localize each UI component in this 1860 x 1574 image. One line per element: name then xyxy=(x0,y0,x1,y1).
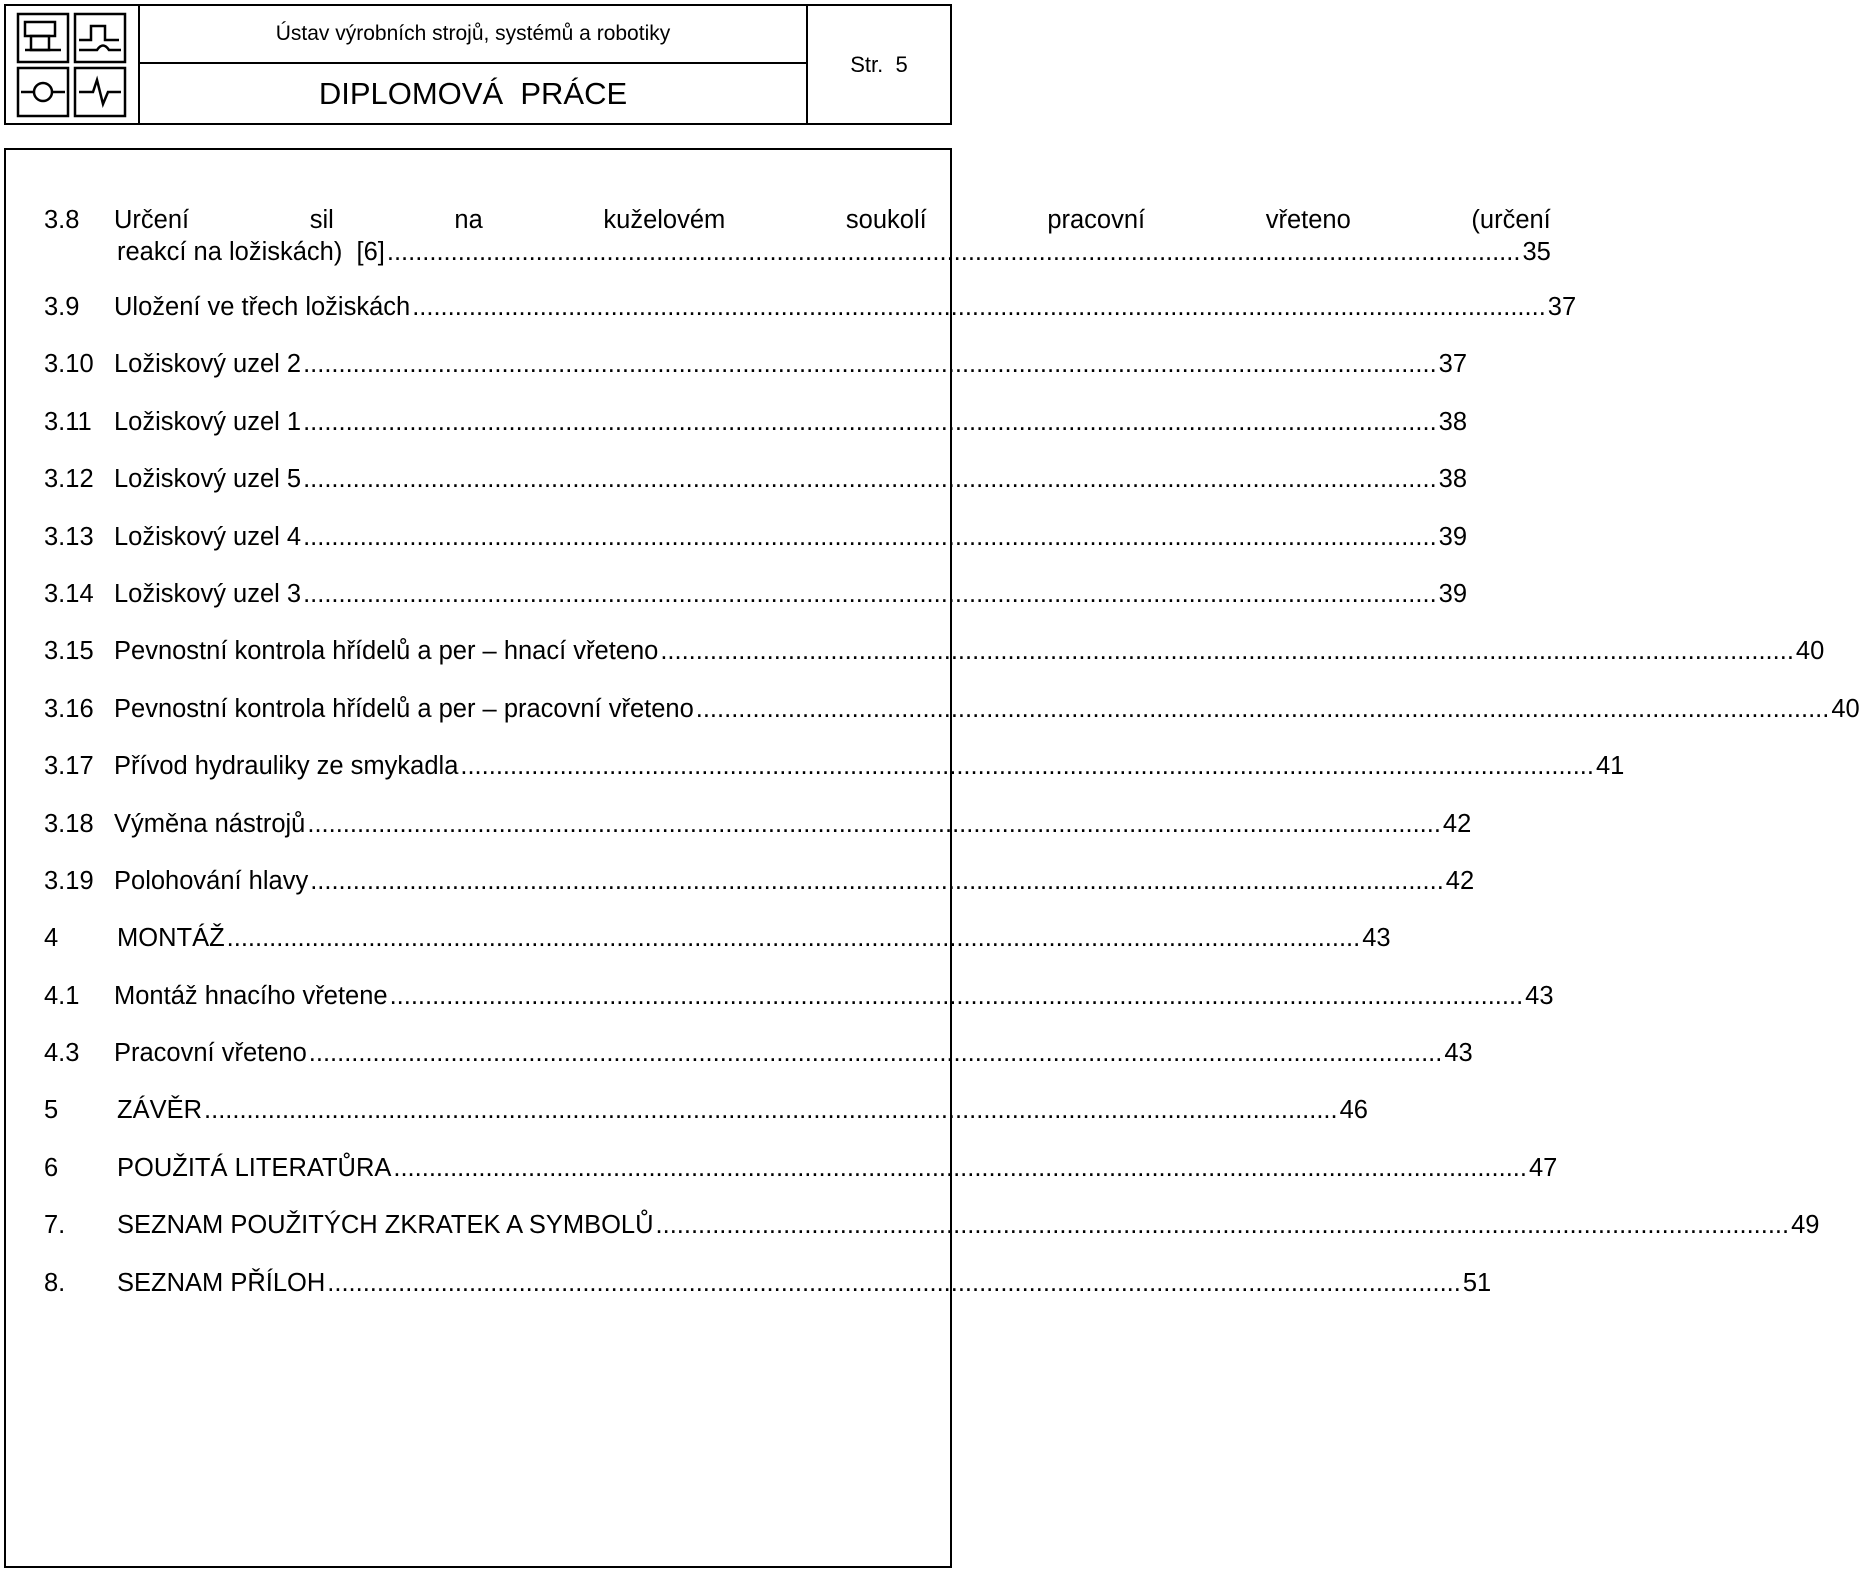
toc-entry-title-line1 xyxy=(114,205,1551,235)
toc-entry-title: Pracovní vřeteno xyxy=(114,1039,307,1068)
toc-entry-page: 51 xyxy=(1462,1268,1492,1297)
toc-entry-number: 6 xyxy=(44,1153,59,1182)
toc-leader-dots xyxy=(303,407,1437,437)
toc-entry[interactable] xyxy=(44,809,1472,866)
table-of-contents xyxy=(44,205,1860,1325)
toc-word: sil xyxy=(309,206,334,234)
toc-entry-page: 42 xyxy=(1445,866,1475,895)
toc-leader-dots xyxy=(303,579,1437,609)
toc-entry-title: ZÁVĚR xyxy=(117,1096,203,1125)
toc-entry-title: Ložiskový uzel 5 xyxy=(114,465,302,494)
toc-entry-number: 3.9 xyxy=(44,293,80,321)
toc-entry-number: 3.18 xyxy=(44,809,94,838)
toc-entry-number: 4 xyxy=(44,924,59,953)
toc-entry-page: 40 xyxy=(1831,694,1860,723)
toc-entry-page: 39 xyxy=(1438,522,1468,551)
page-number: Str. 5 xyxy=(850,51,908,77)
toc-leader-dots xyxy=(327,1268,1461,1298)
page-header xyxy=(4,4,952,125)
toc-entry-title: SEZNAM POUŽITÝCH ZKRATEK A SYMBOLŮ xyxy=(117,1211,654,1240)
toc-word: (určení xyxy=(1471,206,1551,234)
toc-entry-number: 5 xyxy=(44,1096,59,1125)
toc-entry-number: 3.16 xyxy=(44,694,94,723)
toc-entry-page: 37 xyxy=(1547,293,1577,321)
toc-leader-dots xyxy=(204,1095,1338,1125)
toc-word: vřeteno xyxy=(1265,206,1351,234)
toc-entry-title: Ložiskový uzel 4 xyxy=(114,522,302,551)
toc-leader-dots xyxy=(303,522,1437,552)
toc-leader-dots xyxy=(660,636,1794,666)
toc-entry[interactable] xyxy=(44,636,1825,693)
header-title-cell xyxy=(140,6,808,123)
toc-entry-page: 39 xyxy=(1438,579,1468,608)
toc-entry-title: Pevnostní kontrola hřídelů a per – hnací vřeteno xyxy=(114,637,659,666)
toc-leader-dots xyxy=(412,292,1546,322)
toc-entry-page: 47 xyxy=(1528,1153,1558,1182)
toc-leader-dots xyxy=(309,1038,1443,1068)
toc-entry[interactable] xyxy=(44,923,1391,980)
toc-entry-number: 3.10 xyxy=(44,350,94,379)
toc-entry-number: 7. xyxy=(44,1211,66,1240)
toc-entry[interactable] xyxy=(44,1268,1492,1325)
toc-entry-title: Výměna nástrojů xyxy=(114,809,306,838)
toc-entry-page: 49 xyxy=(1791,1211,1820,1240)
toc-entry-title: Ložiskový uzel 3 xyxy=(114,579,302,608)
toc-word: na xyxy=(454,206,483,234)
toc-entry-title: Uložení ve třech ložiskách xyxy=(114,293,411,321)
toc-entry-page: 42 xyxy=(1442,809,1472,838)
thesis-type: DIPLOMOVÁ PRÁCE xyxy=(318,75,628,111)
toc-leader-dots xyxy=(656,1210,1790,1240)
toc-entry-title: Ložiskový uzel 2 xyxy=(114,350,302,379)
toc-word: pracovní xyxy=(1047,206,1146,234)
toc-leader-dots xyxy=(393,1153,1527,1183)
toc-leader-dots xyxy=(390,981,1524,1011)
toc-word: soukolí xyxy=(845,206,927,234)
toc-entry[interactable] xyxy=(44,866,1475,923)
toc-entry-number: 4.3 xyxy=(44,1039,80,1068)
toc-entry-title-line2: reakcí na ložiskách) [6] xyxy=(117,238,385,266)
toc-entry-page: 37 xyxy=(1438,350,1468,379)
toc-leader-dots xyxy=(303,464,1437,494)
logo-icon xyxy=(13,10,131,120)
toc-entry-title: Pevnostní kontrola hřídelů a per – pracovní vřeteno xyxy=(114,694,694,723)
toc-entry[interactable] xyxy=(44,1038,1473,1095)
toc-entry[interactable] xyxy=(44,579,1468,636)
toc-entry-title: POUŽITÁ LITERATŮRA xyxy=(117,1153,392,1182)
toc-entry-number: 3.13 xyxy=(44,522,94,551)
toc-entry[interactable] xyxy=(44,1153,1558,1210)
toc-entry[interactable] xyxy=(44,1095,1368,1152)
toc-entry-page: 40 xyxy=(1795,637,1825,666)
toc-entry-page: 38 xyxy=(1438,465,1468,494)
toc-entry-title: MONTÁŽ xyxy=(117,924,225,953)
toc-entry-page: 46 xyxy=(1339,1096,1368,1125)
toc-entry[interactable] xyxy=(44,1210,1820,1267)
toc-entry-number: 3.19 xyxy=(44,866,94,895)
toc-leader-dots xyxy=(696,694,1830,724)
toc-entry-page: 41 xyxy=(1595,752,1625,781)
institute-name: Ústav výrobních strojů, systémů a robotiky xyxy=(140,6,806,64)
toc-entry-page: 35 xyxy=(1522,238,1551,266)
toc-entry[interactable] xyxy=(44,292,1577,349)
toc-leader-dots xyxy=(227,923,1361,953)
toc-entry[interactable] xyxy=(44,522,1468,579)
toc-entry-number: 8. xyxy=(44,1268,66,1297)
toc-entry-page: 43 xyxy=(1444,1039,1473,1068)
toc-entry-page: 38 xyxy=(1438,407,1468,436)
toc-entry-number: 3.15 xyxy=(44,637,94,666)
toc-entry[interactable] xyxy=(44,751,1625,808)
toc-entry[interactable] xyxy=(44,407,1468,464)
toc-word: Určení xyxy=(114,206,190,234)
toc-entry-number: 3.12 xyxy=(44,465,94,494)
toc-entry-number: 3.11 xyxy=(44,407,92,436)
toc-word: kuželovém xyxy=(603,206,726,234)
toc-leader-dots xyxy=(387,237,1521,267)
toc-leader-dots xyxy=(307,809,1441,839)
toc-entry[interactable] xyxy=(44,205,1551,267)
toc-entry-number: 3.17 xyxy=(44,752,94,781)
toc-entry-number: 3.14 xyxy=(44,579,94,608)
toc-entry-number: 3.8 xyxy=(44,206,80,234)
toc-entry-page: 43 xyxy=(1362,924,1391,953)
toc-entry-title: Polohování hlavy xyxy=(114,866,309,895)
toc-leader-dots xyxy=(310,866,1444,896)
toc-leader-dots xyxy=(303,349,1437,379)
toc-entry-title: Ložiskový uzel 1 xyxy=(114,407,302,436)
toc-entry-title: Přívod hydrauliky ze smykadla xyxy=(114,752,459,781)
institute-logo xyxy=(6,6,140,123)
toc-entry[interactable] xyxy=(44,464,1468,521)
toc-entry[interactable] xyxy=(44,349,1468,406)
toc-entry-title: SEZNAM PŘÍLOH xyxy=(117,1268,326,1297)
toc-entry[interactable] xyxy=(44,981,1554,1038)
toc-entry-page: 43 xyxy=(1525,981,1554,1010)
toc-leader-dots xyxy=(460,751,1594,781)
toc-entry-title: Montáž hnacího vřetene xyxy=(114,981,388,1010)
toc-entry[interactable] xyxy=(44,694,1860,751)
toc-entry-number: 4.1 xyxy=(44,981,80,1010)
